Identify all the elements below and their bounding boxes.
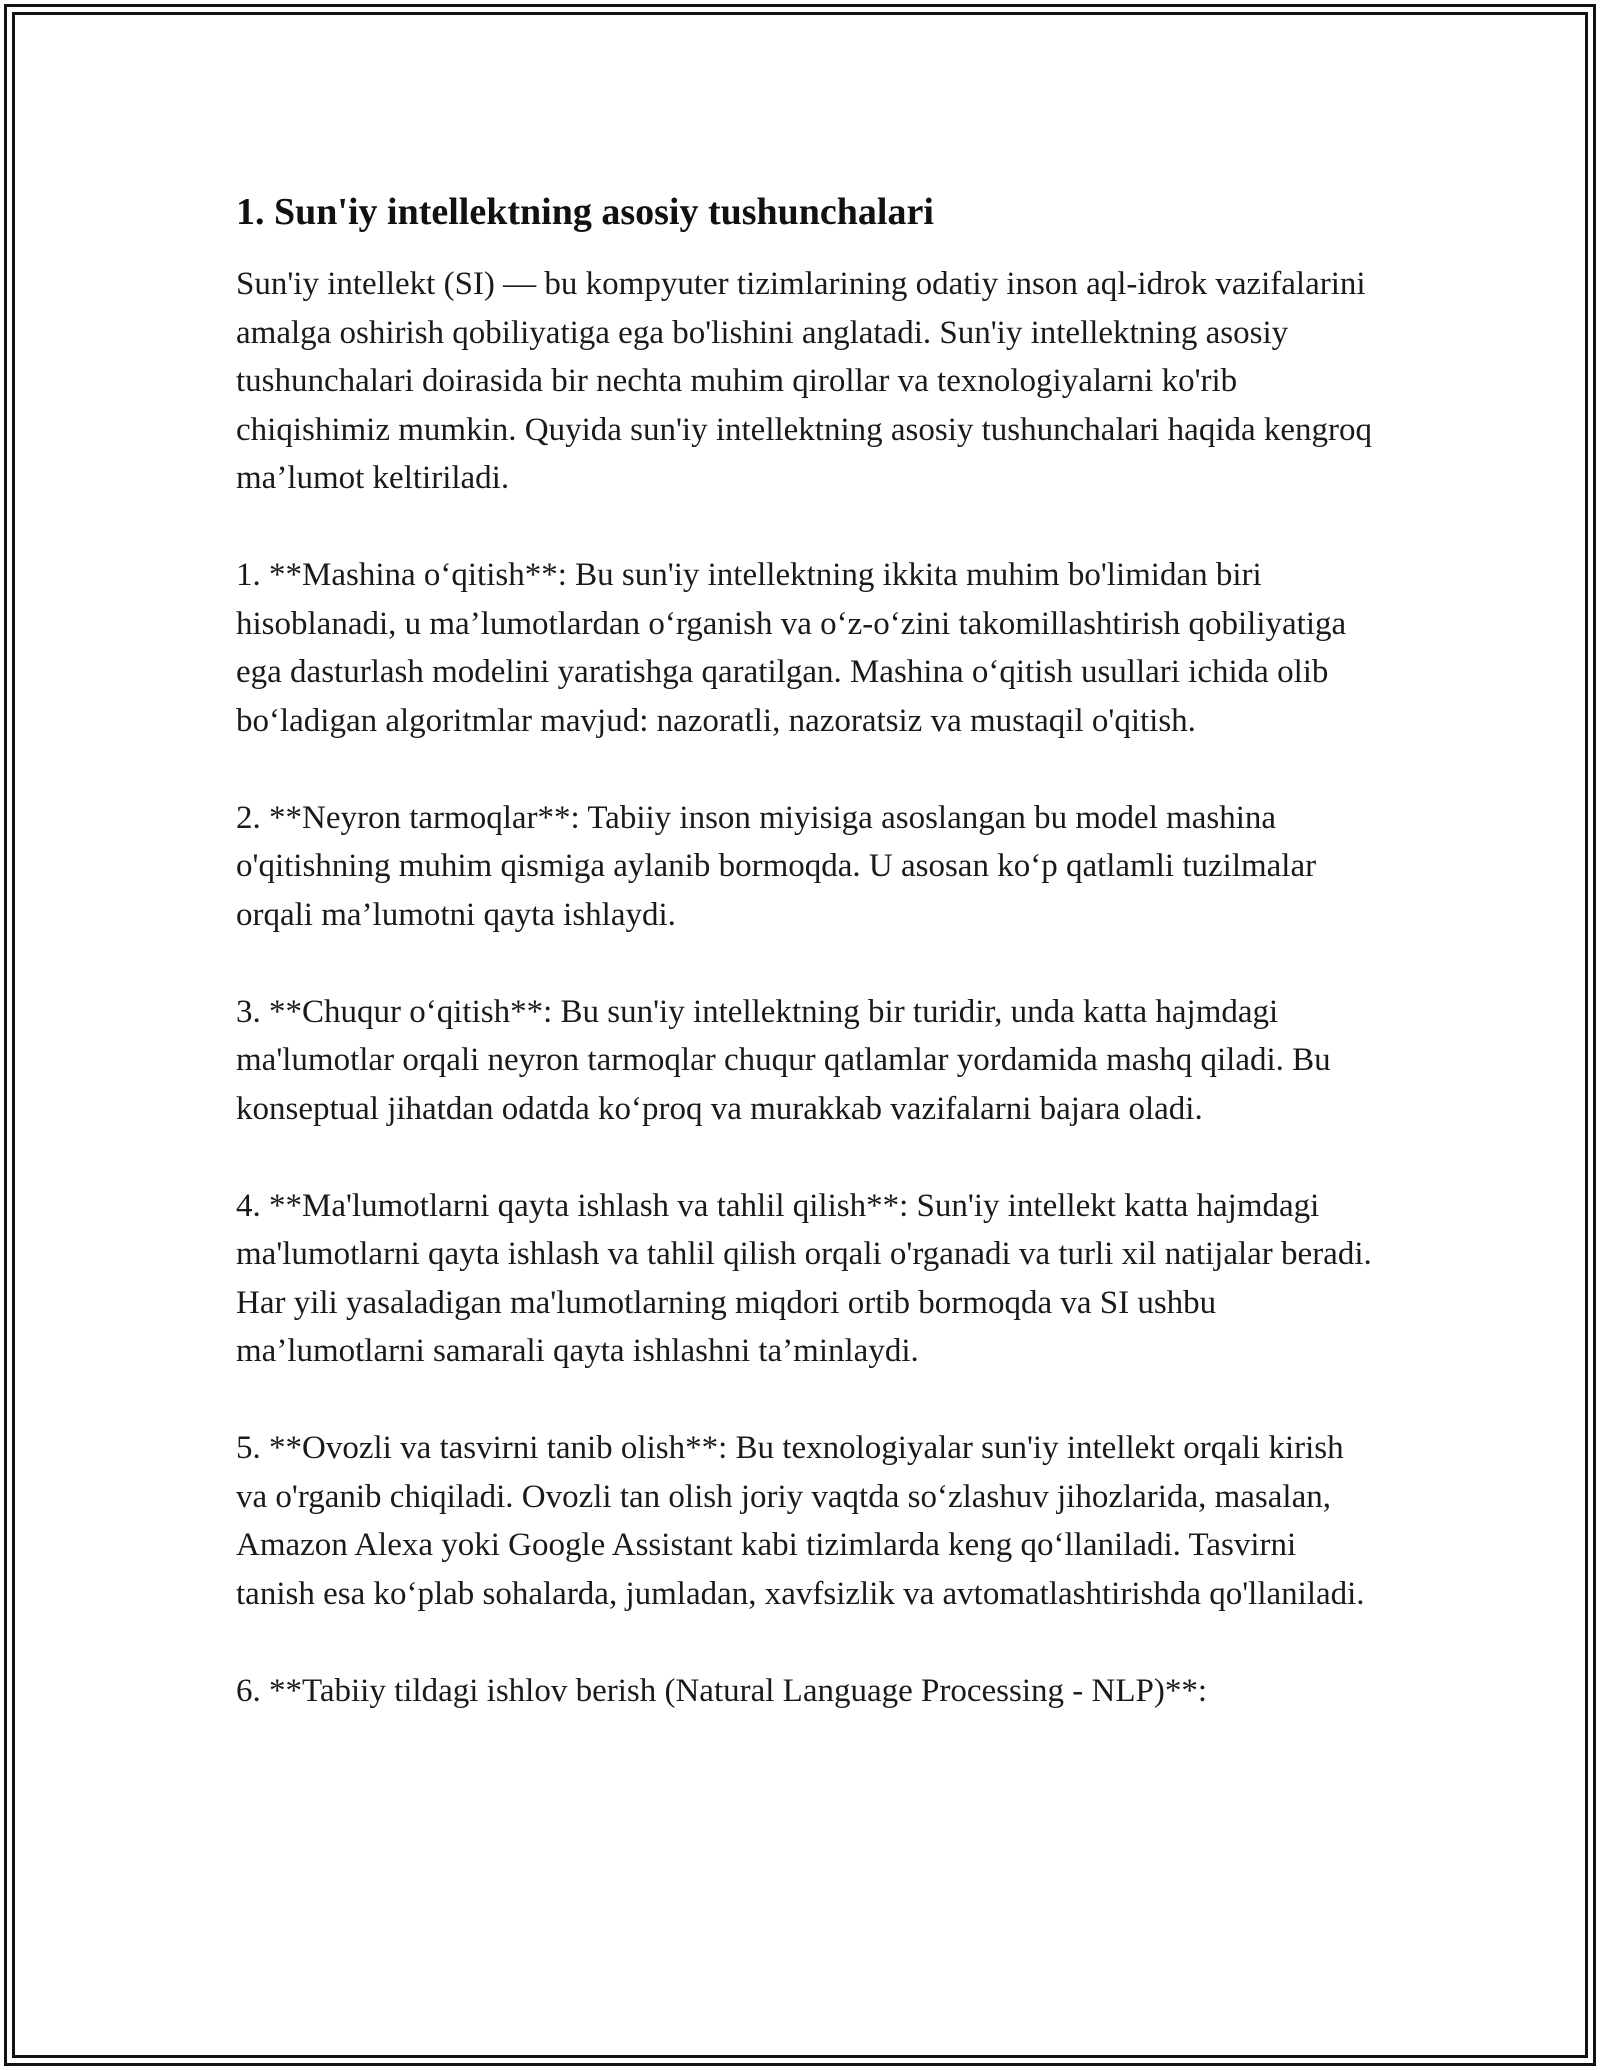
list-item-nlp: 6. **Tabiiy tildagi ishlov berish (Natural Language Processing - NLP)**: [236, 1672, 1208, 1709]
section-heading: 1. Sun'iy intellektning asosiy tushunchalari [236, 191, 934, 233]
intro-paragraph: Sun'iy intellekt (SI) — bu kompyuter tizimlarining odatiy inson aql-idrok vazifalarini amalga oshirish qobiliyatiga ega bo'lishini anglatadi. Sun'iy intellektning asosiy tushunchalari doirasida bir nechta muhim qirollar va texnologiyalarni ko'rib chiqishimiz mumkin. Quyida sun'iy intellektning asosiy tushunchalari haqida kengroq ma’lumot keltiriladi. [236, 266, 1373, 496]
list-item-neural-networks: 2. **Neyron tarmoqlar**: Tabiiy inson miyisiga asoslangan bu model mashina o'qitishning muhim qismiga aylanib bormoqda. U asosan koʻp qatlamli tuzilmalar orqali ma’lumotni qayta ishlaydi. [236, 799, 1317, 933]
list-item-voice-image-recognition: 5. **Ovozli va tasvirni tanib olish**: Bu texnologiyalar sun'iy intellekt orqali kirish va o'rganib chiqiladi. Ovozli tan olish joriy vaqtda soʻzlashuv jihozlarida, masalan, Amazon Alexa yoki Google Assistant kabi tizimlarda keng qoʻllaniladi. Tasvirni tanish esa koʻplab sohalarda, jumladan, xavfsizlik va avtomatlashtirishda qo'llaniladi. [236, 1430, 1365, 1612]
list-item-data-processing: 4. **Ma'lumotlarni qayta ishlash va tahlil qilish**: Sun'iy intellekt katta hajmdagi ma'lumotlarni qayta ishlash va tahlil qilish orqali o'rganadi va turli xil natijalar beradi. Har yili yasaladigan ma'lumotlarning miqdori ortib bormoqda va SI ushbu ma’lumotlarni samarali qayta ishlashni ta’minlaydi. [236, 1187, 1372, 1369]
list-item-machine-learning: 1. **Mashina oʻqitish**: Bu sun'iy intellektning ikkita muhim bo'limidan biri hisoblanadi, u ma’lumotlardan oʻrganish va oʻz-oʻzini takomillashtirish qobiliyatiga ega dasturlash modelini yaratishga qaratilgan. Mashina oʻqitish usullari ichida olib boʻladigan algoritmlar mavjud: nazoratli, nazoratsiz va mustaqil o'qitish. [236, 557, 1347, 739]
list-item-deep-learning: 3. **Chuqur oʻqitish**: Bu sun'iy intellektning bir turidir, unda katta hajmdagi ma'lumotlar orqali neyron tarmoqlar chuqur qatlamlar yordamida mashq qiladi. Bu konseptual jihatdan odatda koʻproq va murakkab vazifalarni bajara oladi. [236, 993, 1331, 1127]
document-body [236, 188, 1376, 1764]
